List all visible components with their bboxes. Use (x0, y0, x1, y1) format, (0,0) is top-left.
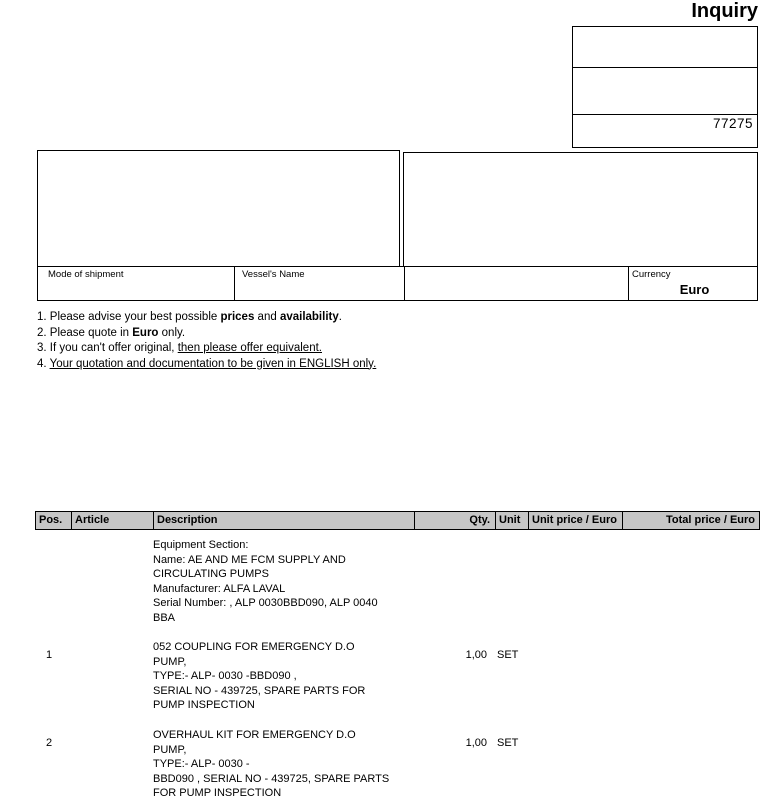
header-cell-description: Description (153, 512, 414, 529)
items-table-header (35, 511, 760, 530)
item-unit: SET (497, 737, 519, 749)
equipment-section-line: Serial Number: , ALP 0030BBD090, ALP 0040 (153, 597, 378, 609)
inquiry-info-box (572, 26, 758, 148)
currency-cell (628, 267, 757, 300)
inquiry-number: 77275 (573, 114, 757, 147)
note-item-3: 3. If you can't offer original, then please offer equivalent. (37, 342, 322, 354)
item-qty: 1,00 (465, 649, 487, 661)
equipment-section-line: Name: AE AND ME FCM SUPPLY AND (153, 553, 346, 566)
note-item-2: 2. Please quote in Euro only. (37, 326, 186, 339)
equipment-section-line: Equipment Section: (153, 539, 249, 551)
equipment-section-line: Manufacturer: ALFA LAVAL (153, 582, 286, 595)
note-item-4: 4. Your quotation and documentation to be given in ENGLISH only. (37, 357, 377, 370)
item-pos: 2 (46, 737, 53, 749)
address-box-right (403, 152, 758, 267)
item-description-line: TYPE:- ALP- 0030 -BBD090 , (153, 670, 297, 682)
vessel-name-label: Vessel's Name (242, 269, 305, 280)
instruction-notes (37, 310, 376, 372)
empty-detail-cell (404, 267, 628, 300)
item-unit: SET (497, 649, 519, 661)
item-description-line: FOR PUMP INSPECTION (153, 787, 282, 799)
address-box-left (37, 150, 400, 267)
item-description-line: BBD090 , SERIAL NO - 439725, SPARE PARTS (153, 772, 390, 785)
item-description-line: PUMP, (153, 655, 187, 668)
info-row-1 (573, 27, 757, 67)
shipment-detail-row (37, 266, 758, 301)
item-pos: 1 (46, 649, 53, 661)
header-cell-pos: Pos. (39, 514, 63, 526)
item-description (153, 640, 365, 713)
header-cell-article: Article (71, 512, 153, 529)
mode-of-shipment-cell (38, 267, 234, 300)
info-row-2 (573, 67, 757, 114)
header-cell-unit: Unit (495, 512, 528, 529)
currency-value: Euro (679, 282, 710, 297)
item-description-line: TYPE:- ALP- 0030 - (153, 758, 250, 770)
currency-label: Currency (632, 269, 671, 280)
header-cell-unit-price: Unit price / Euro (528, 512, 622, 529)
header-cell-total-price: Total price / Euro (622, 512, 759, 529)
page-title: Inquiry (691, 0, 758, 22)
item-description-line: OVERHAUL KIT FOR EMERGENCY D.O (153, 729, 356, 741)
header-cell-qty: Qty. (414, 512, 495, 529)
item-description-line: SERIAL NO - 439725, SPARE PARTS FOR (153, 684, 366, 697)
mode-of-shipment-label: Mode of shipment (48, 269, 124, 280)
item-description (153, 728, 389, 801)
equipment-section-line: BBA (153, 611, 176, 624)
item-description-line: 052 COUPLING FOR EMERGENCY D.O (153, 641, 355, 653)
item-description-line: PUMP INSPECTION (153, 699, 255, 711)
equipment-section-block (153, 538, 378, 625)
equipment-section-line: CIRCULATING PUMPS (153, 568, 269, 580)
vessel-name-cell (234, 267, 404, 300)
item-qty: 1,00 (465, 737, 487, 749)
note-item-1: 1. Please advise your best possible prices and availability. (37, 311, 342, 323)
item-description-line: PUMP, (153, 743, 187, 756)
